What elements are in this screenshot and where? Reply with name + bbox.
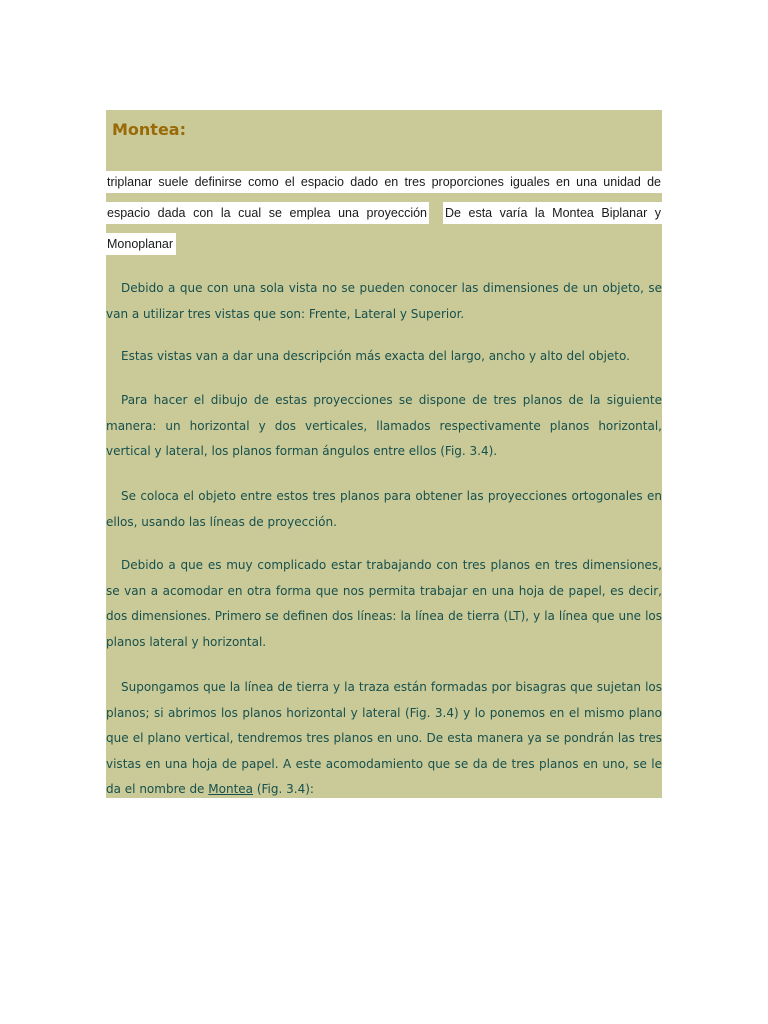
paragraph-6-text: Supongamos que la línea de tierra y la traza están formadas por bisagras que sujetan los planos; si abrimos los planos horizontal y lateral (Fig. 3.4) y lo ponemos en el mismo plano que el plano vertical, tendremos tres planos en uno. De esta manera ya se pondrán las tres vistas en una hoja de papel. A este acomodamiento que se da de tres planos en uno, se le da el nombre de [106,680,662,796]
paragraph-2: Estas vistas van a dar una descripción más exacta del largo, ancho y alto del objeto. [121,349,630,363]
lead-line-2-part-b: De esta varía la Montea Biplanar y [445,206,661,220]
lead-line-2 [106,202,662,224]
lead-line-2-part-a: espacio dada con la cual se emplea una proyección [107,206,427,220]
paragraph-3: Para hacer el dibujo de estas proyecciones se dispone de tres planos de la siguiente manera: un horizontal y dos verticales, llamados respectivamente planos horizontal, vertical y lateral, los planos forman ángulos entre ellos (Fig. 3.4). [106,393,662,458]
paragraph-6-tail: (Fig. 3.4): [253,782,314,796]
paragraph-5: Debido a que es muy complicado estar trabajando con tres planos en tres dimensiones, se van a acomodar en otra forma que nos permita trabajar en una hoja de papel, es decir, dos dimensiones. Primero se definen dos líneas: la línea de tierra (LT), y la línea que une los planos lateral y horizontal. [106,558,662,649]
lead-line-3: Monoplanar [106,233,176,255]
montea-link[interactable]: Montea [208,782,254,796]
paragraph-6 [106,675,662,803]
lead-line-1: triplanar suele definirse como el espacio dado en tres proporciones iguales en una unidad de [106,171,662,193]
paragraph-1: Debido a que con una sola vista no se pueden conocer las dimensiones de un objeto, se van a utilizar tres vistas que son: Frente, Lateral y Superior. [106,281,662,321]
lead-line-2-gap [429,202,443,224]
paragraph-4: Se coloca el objeto entre estos tres planos para obtener las proyecciones ortogonales en ellos, usando las líneas de proyección. [106,489,662,529]
section-title: Montea: [112,120,186,139]
